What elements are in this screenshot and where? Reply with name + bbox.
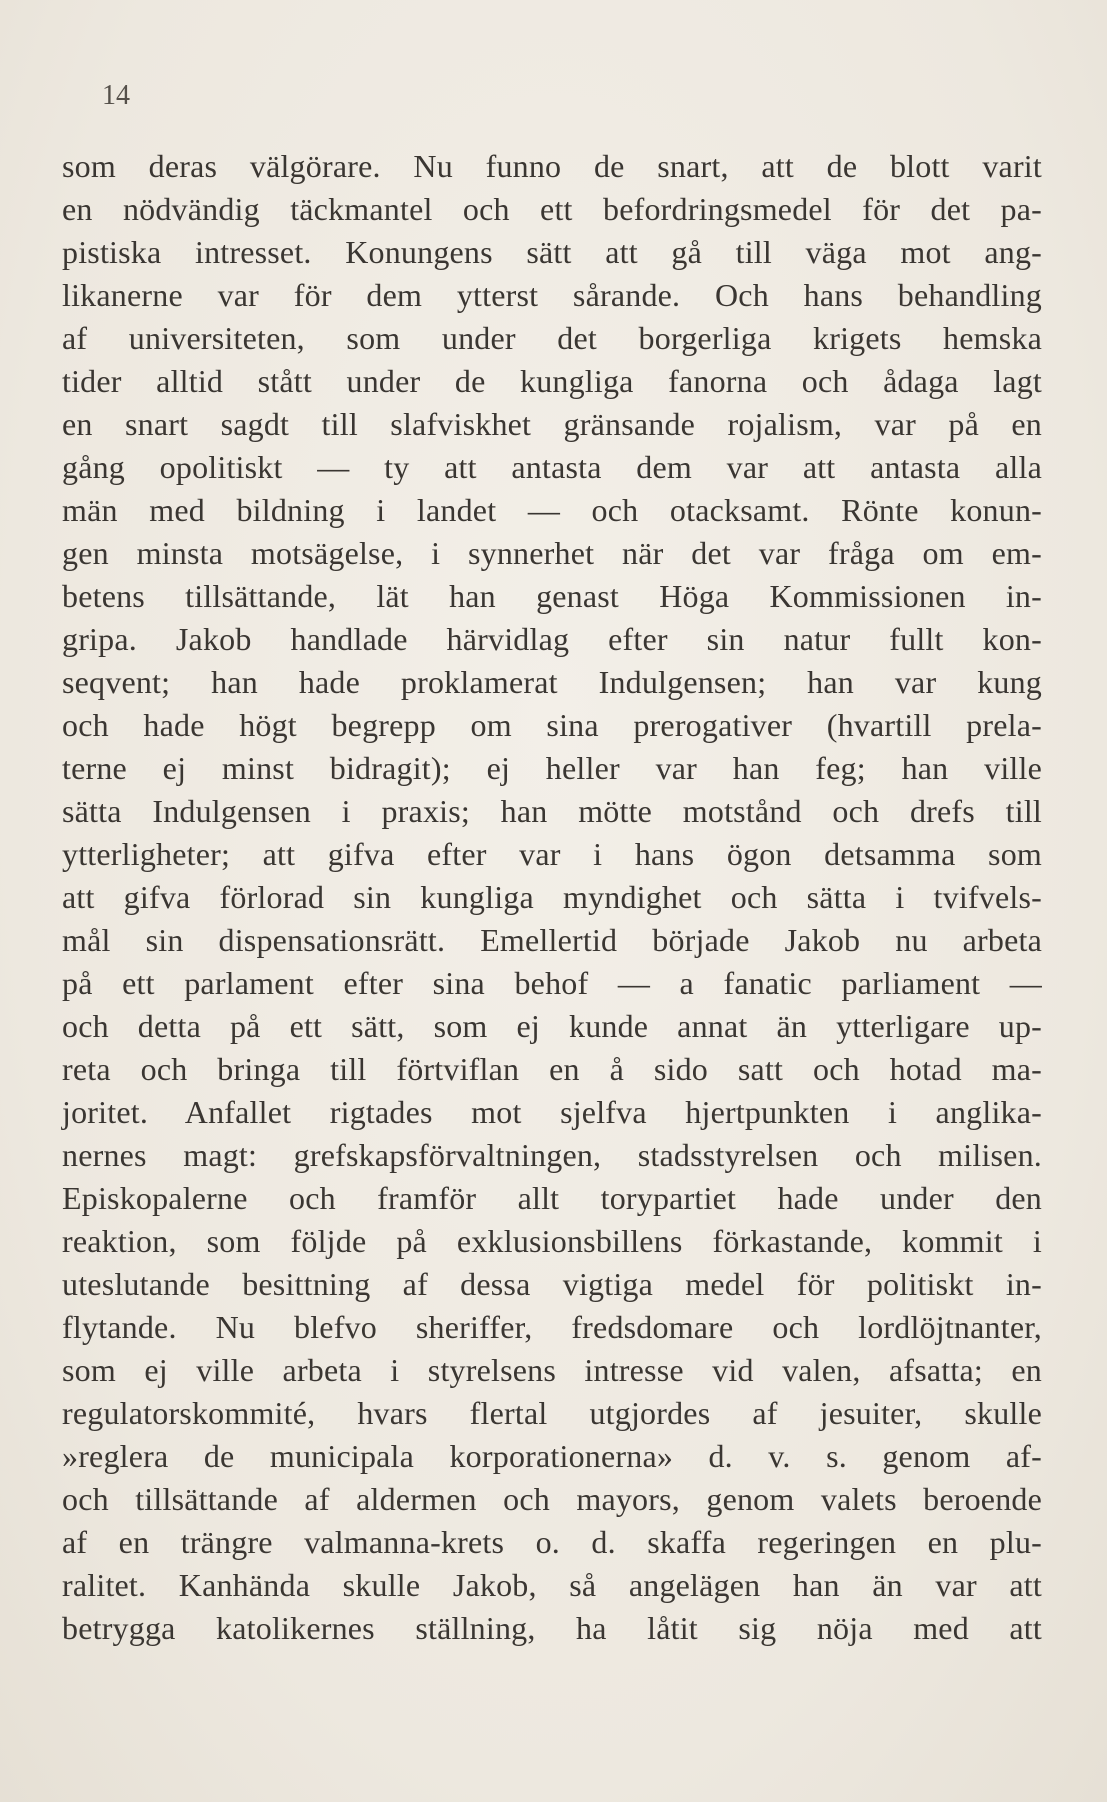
text-line: flytande. Nu blefvo sheriffer, fredsdomare och lordlöjtnanter,	[62, 1309, 1042, 1345]
text-line: »reglera de municipala korporationerna» d. v. s. genom af-	[62, 1438, 1042, 1474]
text-line: mål sin dispensationsrätt. Emellertid började Jakob nu arbeta	[62, 922, 1042, 958]
text-line: betens tillsättande, lät han genast Höga Kommissionen in-	[62, 578, 1042, 614]
text-line: gripa. Jakob handlade härvidlag efter sin natur fullt kon-	[62, 621, 1042, 657]
text-line: en snart sagdt till slafviskhet gränsande rojalism, var på en	[62, 406, 1042, 442]
text-line: nernes magt: grefskapsförvaltningen, stadsstyrelsen och milisen.	[62, 1137, 1042, 1173]
text-line: gen minsta motsägelse, i synnerhet när det var fråga om em-	[62, 535, 1042, 571]
text-line: på ett parlament efter sina behof — a fanatic parliament —	[62, 965, 1042, 1001]
text-line: reaktion, som följde på exklusionsbillens förkastande, kommit i	[62, 1223, 1042, 1259]
text-line: att gifva förlorad sin kungliga myndighet och sätta i tvifvels-	[62, 879, 1042, 915]
text-line: och detta på ett sätt, som ej kunde annat än ytterligare up-	[62, 1008, 1042, 1044]
text-line: regulatorskommité, hvars flertal utgjordes af jesuiter, skulle	[62, 1395, 1042, 1431]
body-text	[62, 145, 1042, 1650]
text-line: och tillsättande af aldermen och mayors, genom valets beroende	[62, 1481, 1042, 1517]
text-line: uteslutande besittning af dessa vigtiga medel för politiskt in-	[62, 1266, 1042, 1302]
page-number: 14	[102, 80, 130, 111]
text-line: joritet. Anfallet rigtades mot sjelfva hjertpunkten i anglika-	[62, 1094, 1042, 1130]
text-line: ytterligheter; att gifva efter var i hans ögon detsamma som	[62, 836, 1042, 872]
text-line: gång opolitiskt — ty att antasta dem var att antasta alla	[62, 449, 1042, 485]
text-line: likanerne var för dem ytterst sårande. Och hans behandling	[62, 277, 1042, 313]
text-line: af en trängre valmanna-krets o. d. skaffa regeringen en plu-	[62, 1524, 1042, 1560]
text-line: och hade högt begrepp om sina prerogativer (hvartill prela-	[62, 707, 1042, 743]
text-line: pistiska intresset. Konungens sätt att gå till väga mot ang-	[62, 234, 1042, 270]
text-line: som deras välgörare. Nu funno de snart, att de blott varit	[62, 148, 1042, 184]
text-line: sätta Indulgensen i praxis; han mötte motstånd och drefs till	[62, 793, 1042, 829]
text-line: betrygga katolikernes ställning, ha låtit sig nöja med att	[62, 1610, 1042, 1646]
text-line: som ej ville arbeta i styrelsens intresse vid valen, afsatta; en	[62, 1352, 1042, 1388]
text-line: en nödvändig täckmantel och ett befordringsmedel för det pa-	[62, 191, 1042, 227]
text-line: seqvent; han hade proklamerat Indulgensen; han var kung	[62, 664, 1042, 700]
text-line: af universiteten, som under det borgerliga krigets hemska	[62, 320, 1042, 356]
text-line: tider alltid stått under de kungliga fanorna och ådaga lagt	[62, 363, 1042, 399]
text-line: Episkopalerne och framför allt torypartiet hade under den	[62, 1180, 1042, 1216]
text-line: ralitet. Kanhända skulle Jakob, så angelägen han än var att	[62, 1567, 1042, 1603]
text-line: män med bildning i landet — och otacksamt. Rönte konun-	[62, 492, 1042, 528]
text-line: reta och bringa till förtviflan en å sido satt och hotad ma-	[62, 1051, 1042, 1087]
text-line: terne ej minst bidragit); ej heller var han feg; han ville	[62, 750, 1042, 786]
